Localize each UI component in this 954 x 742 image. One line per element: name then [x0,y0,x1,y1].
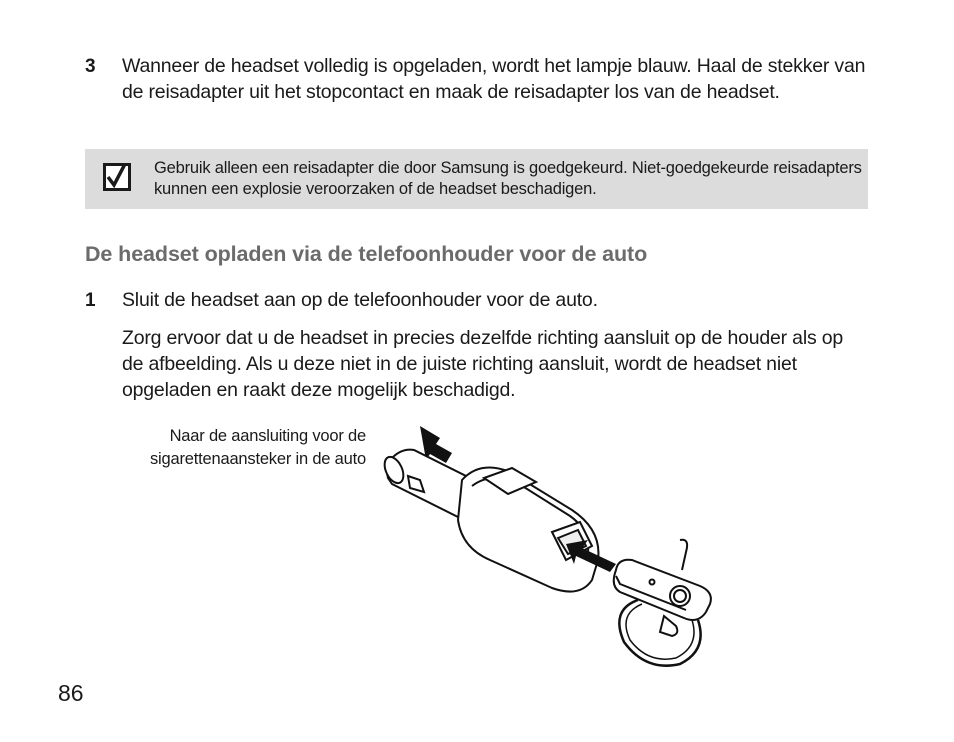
step-3-text: Wanneer de headset volledig is opgeladen, wordt het lampje blauw. Haal de stekker van de reisadapter uit het stopcontact en maak de reisadapter los van de headset. [122,55,866,103]
headset [614,540,711,666]
step-1-number: 1 [85,290,96,311]
figure-caption [150,425,366,471]
caption-line-2: sigarettenaansteker in de auto [150,450,366,468]
checkmark-icon [103,163,131,191]
step-1-detail: Zorg ervoor dat u de headset in precies dezelfde richting aansluit op de houder als op de afbeelding. Als u deze niet in de juiste richting aansluit, wordt de headset niet opgeladen en raakt deze mogelijk beschadigd. [122,327,844,401]
page-number: 86 [58,680,84,706]
note-text: Gebruik alleen een reisadapter die door Samsung is goedgekeurd. Niet-goedgekeurde reisadapters kunnen een explosie veroorzaken of de headset beschadigen. [154,159,862,198]
step-3-number: 3 [85,56,96,77]
charger-body [458,468,598,592]
caption-line-1: Naar de aansluiting voor de [169,427,366,445]
section-heading: De headset opladen via de telefoonhouder voor de auto [85,242,648,266]
step-1-text: Sluit de headset aan op de telefoonhouder voor de auto. [122,289,598,311]
car-charger-illustration [380,420,750,680]
